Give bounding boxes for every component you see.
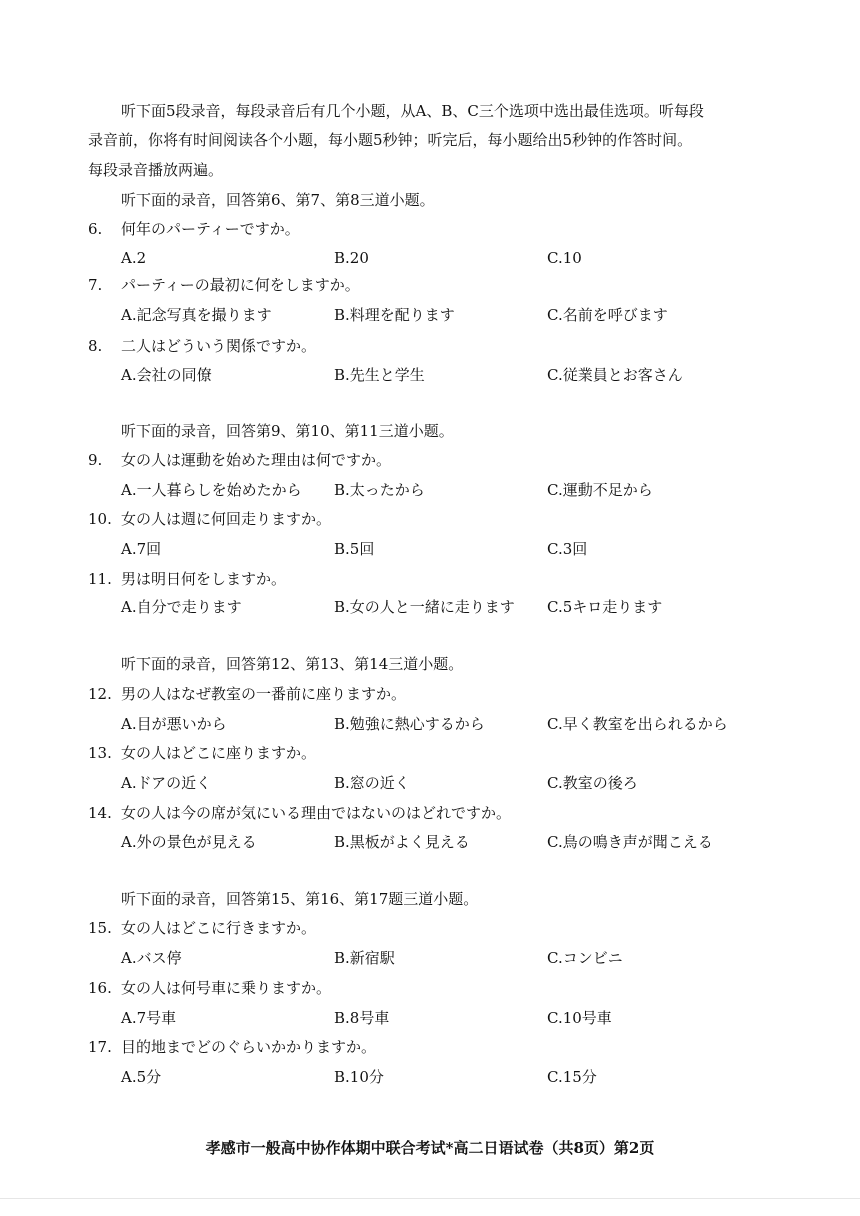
instruction-line-2: 录音前，你将有时间阅读各个小题，每小题5秒钟；听完后，每小题给出5秒钟的作答时间。 [88, 131, 693, 149]
option-c: C.5キロ走ります [547, 598, 663, 616]
question-text: 女の人は週に何回走りますか。 [121, 510, 332, 528]
section-header: 听下面的录音，回答第15、第16、第17题三道小题。 [121, 890, 479, 908]
option-c: C.10号車 [547, 1009, 612, 1027]
option-c: C.名前を呼びます [547, 306, 668, 324]
question-text: 女の人は今の席が気にいる理由ではないのはどれですか。 [121, 804, 512, 822]
section-header: 听下面的录音，回答第6、第7、第8三道小题。 [121, 191, 435, 209]
option-c: C.コンビニ [547, 949, 623, 967]
option-c: C.3回 [547, 540, 588, 558]
option-a: A.一人暮らしを始めたから [121, 481, 302, 499]
option-b: B.10分 [334, 1068, 384, 1086]
page-footer: 孝感市一般高中协作体期中联合考试*高二日语试卷（共8页）第2页 [205, 1139, 655, 1157]
option-c: C.10 [547, 249, 582, 267]
option-c: C.従業員とお客さん [547, 366, 683, 384]
option-a: A.5分 [121, 1068, 162, 1086]
question-text: 女の人はどこに行きますか。 [121, 919, 317, 937]
question-number: 13. [88, 744, 112, 762]
question-number: 12. [88, 685, 112, 703]
option-b: B.太ったから [334, 481, 425, 499]
option-a: A.2 [121, 249, 147, 267]
option-a: A.7回 [121, 540, 162, 558]
question-text: パーティーの最初に何をしますか。 [121, 276, 360, 294]
question-text: 女の人は運動を始めた理由は何ですか。 [121, 451, 392, 469]
question-text: 二人はどういう関係ですか。 [121, 337, 317, 355]
question-text: 何年のパーティーですか。 [121, 220, 300, 238]
option-a: A.目が悪いから [121, 715, 227, 733]
section-header: 听下面的录音，回答第12、第13、第14三道小题。 [121, 655, 464, 673]
option-b: B.勉強に熱心するから [334, 715, 485, 733]
question-number: 7. [88, 276, 103, 294]
option-a: A.外の景色が見える [121, 833, 257, 851]
instruction-line-3: 每段录音播放两遍。 [88, 161, 224, 179]
question-text: 目的地までどのぐらいかかりますか。 [121, 1038, 377, 1056]
option-b: B.女の人と一緒に走ります [334, 598, 515, 616]
option-b: B.20 [334, 249, 369, 267]
option-a: A.自分で走ります [121, 598, 242, 616]
question-text: 女の人は何号車に乗りますか。 [121, 979, 332, 997]
option-b: B.黒板がよく見える [334, 833, 470, 851]
option-b: B.先生と学生 [334, 366, 425, 384]
question-number: 6. [88, 220, 103, 238]
option-a: A.ドアの近く [121, 774, 212, 792]
question-number: 15. [88, 919, 112, 937]
option-b: B.8号車 [334, 1009, 390, 1027]
question-number: 16. [88, 979, 112, 997]
question-number: 9. [88, 451, 103, 469]
option-c: C.15分 [547, 1068, 597, 1086]
option-b: B.5回 [334, 540, 375, 558]
option-c: C.教室の後ろ [547, 774, 638, 792]
option-a: A.バス停 [121, 949, 182, 967]
option-c: C.運動不足から [547, 481, 653, 499]
option-b: B.窓の近く [334, 774, 410, 792]
question-number: 17. [88, 1038, 112, 1056]
question-number: 10. [88, 510, 112, 528]
option-a: A.記念写真を撮ります [121, 306, 272, 324]
section-header: 听下面的录音，回答第9、第10、第11三道小题。 [121, 422, 454, 440]
bottom-divider [0, 1198, 860, 1199]
option-c: C.早く教室を出られるから [547, 715, 728, 733]
option-a: A.7号車 [121, 1009, 177, 1027]
question-number: 8. [88, 337, 103, 355]
option-b: B.新宿駅 [334, 949, 395, 967]
question-text: 男は明日何をしますか。 [121, 570, 287, 588]
option-b: B.料理を配ります [334, 306, 455, 324]
option-c: C.鳥の鳴き声が聞こえる [547, 833, 713, 851]
option-a: A.会社の同僚 [121, 366, 212, 384]
question-text: 女の人はどこに座りますか。 [121, 744, 317, 762]
question-text: 男の人はなぜ教室の一番前に座りますか。 [121, 685, 407, 703]
question-number: 14. [88, 804, 112, 822]
question-number: 11. [88, 570, 112, 588]
instruction-line-1: 听下面5段录音，每段录音后有几个小题，从A、B、C三个选项中选出最佳选项。听每段 [121, 102, 704, 120]
